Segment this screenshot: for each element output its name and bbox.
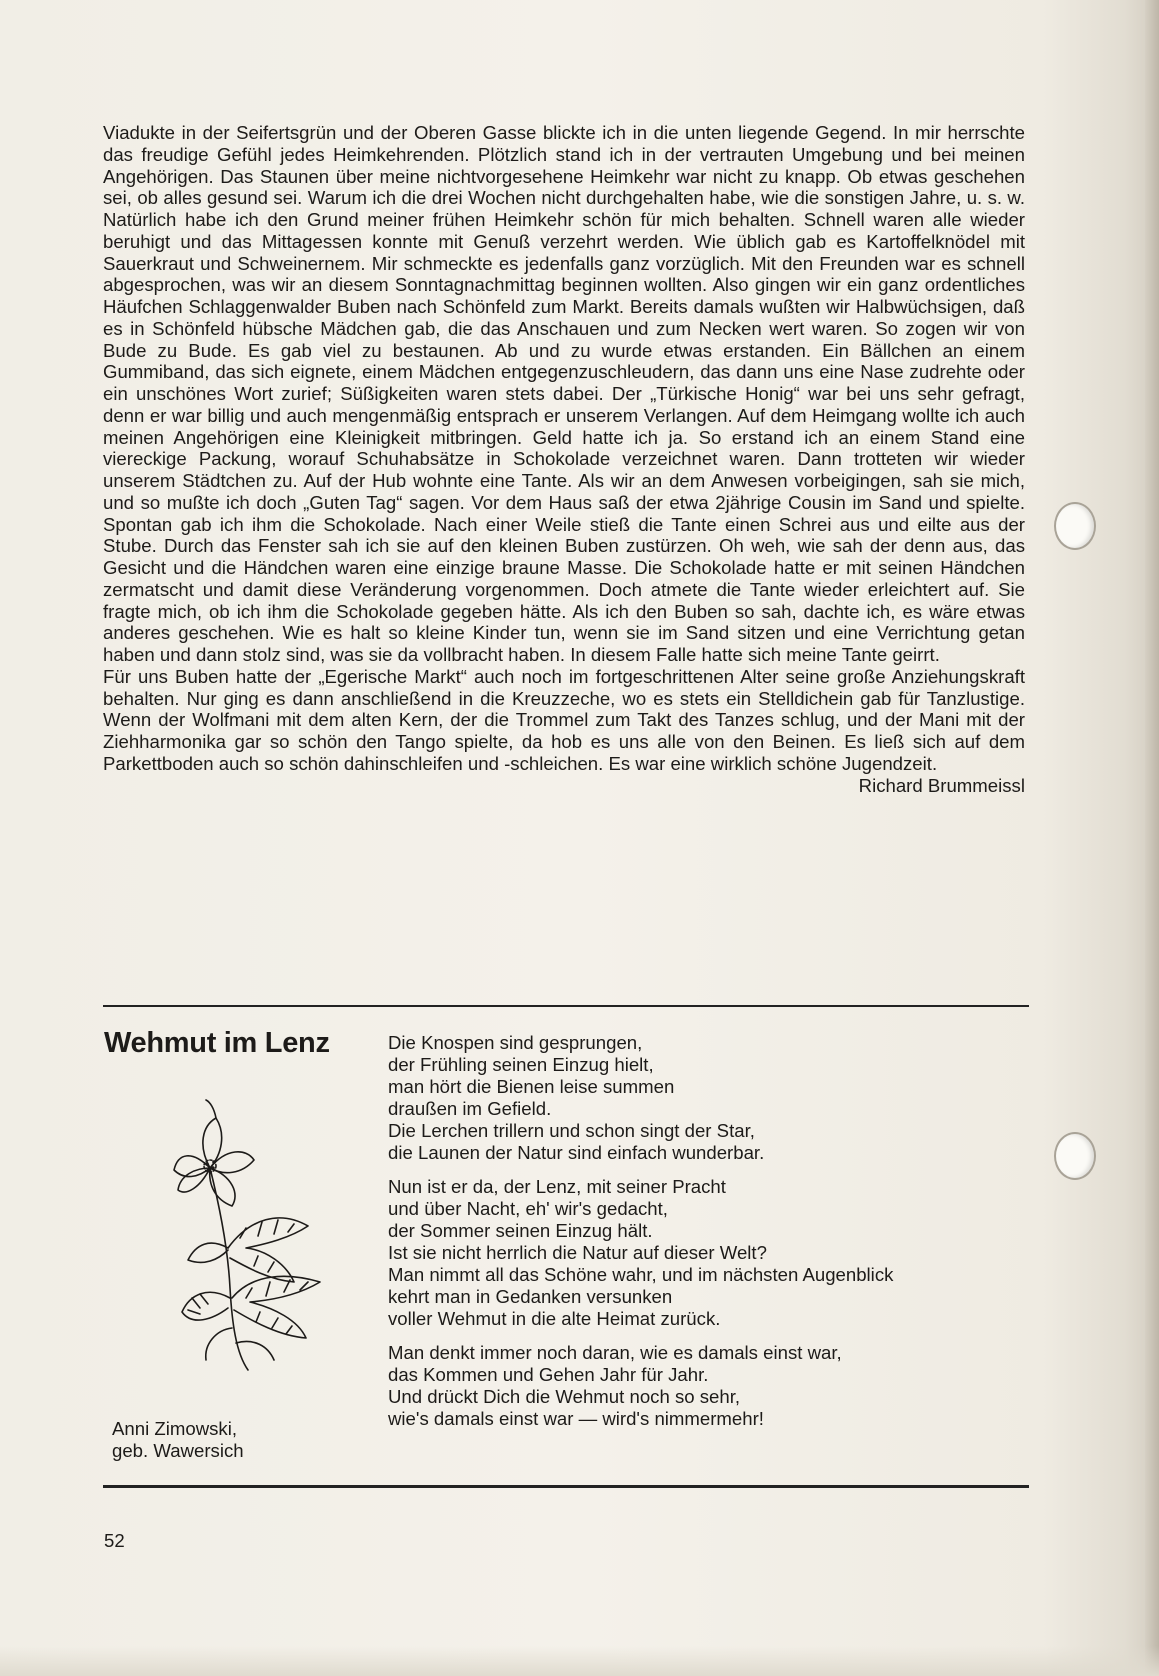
poem-line: wie's damals einst war — wird's nimmermehr!	[388, 1408, 764, 1429]
poem-line: Man denkt immer noch daran, wie es damals einst war,	[388, 1342, 842, 1363]
poem-line: Man nimmt all das Schöne wahr, und im nächsten Augenblick	[388, 1264, 894, 1285]
poem-line: kehrt man in Gedanken versunken	[388, 1286, 673, 1307]
poem-stanza	[388, 1342, 1048, 1430]
poem-line: das Kommen und Gehen Jahr für Jahr.	[388, 1364, 709, 1385]
author-maiden-name: geb. Wawersich	[112, 1440, 244, 1461]
poem-line: voller Wehmut in die alte Heimat zurück.	[388, 1308, 721, 1329]
poem-title: Wehmut im Lenz	[104, 1027, 330, 1059]
poem-line: die Launen der Natur sind einfach wunderbar.	[388, 1142, 765, 1163]
poem-line: Die Knospen sind gesprungen,	[388, 1032, 643, 1053]
section-divider	[103, 1005, 1029, 1007]
poem-stanza	[388, 1032, 1048, 1164]
poem-body	[388, 1032, 1048, 1430]
punch-hole	[1054, 1132, 1096, 1180]
section-divider	[103, 1485, 1029, 1488]
poem-line: Die Lerchen trillern und schon singt der Star,	[388, 1120, 755, 1141]
page-number: 52	[104, 1530, 125, 1551]
poem-line: der Frühling seinen Einzug hielt,	[388, 1054, 654, 1075]
poem-line: Ist sie nicht herrlich die Natur auf dieser Welt?	[388, 1242, 767, 1263]
poem-line: Nun ist er da, der Lenz, mit seiner Pracht	[388, 1176, 726, 1197]
flower-illustration	[170, 1098, 350, 1376]
author-name: Anni Zimowski,	[112, 1418, 238, 1439]
punch-hole	[1054, 502, 1096, 550]
poem-line: man hört die Bienen leise summen	[388, 1076, 675, 1097]
poem-line: und über Nacht, eh' wir's gedacht,	[388, 1198, 668, 1219]
article-signature: Richard Brummeissl	[858, 774, 1025, 796]
article-paragraph: Für uns Buben hatte der „Egerische Markt“ auch noch im fortgeschrittenen Alter seine große Anziehungskraft behalten. Nur ging es dann anschließend in die Kreuzzeche, wo es stets ein Stelldichein gab für Tanzlustige. Wenn der Wolfmani mit dem alten Kern, der die Trommel zum Takt des Tanzes schlug, und der Mani mit der Ziehharmonika gar so schön den Tango spielte, da hob es uns alle von den Beinen. Es ließ sich auf dem Parkettboden auch so schön dahinschleifen und -schleichen. Es war eine wirklich schöne Jugendzeit.	[103, 665, 1025, 774]
poem-line: Und drückt Dich die Wehmut noch so sehr,	[388, 1386, 741, 1407]
poem-author	[112, 1418, 244, 1462]
poem-line: der Sommer seinen Einzug hält.	[388, 1220, 653, 1241]
poem-line: draußen im Gefield.	[388, 1098, 552, 1119]
poem-stanza	[388, 1176, 1048, 1330]
article-paragraph: Viadukte in der Seifertsgrün und der Oberen Gasse blickte ich in die unten liegende Gegend. In mir herrschte das freudige Gefühl jedes Heimkehrenden. Plötzlich stand ich in der vertrauten Umgebung und bei meinen Angehörigen. Das Staunen über meine nichtvorgesehene Heimkehr war nicht zu knapp. Ob etwas geschehen sei, ob alles gesund sei. Warum ich die drei Wochen nicht durchgehalten habe, wie die sonstigen Jahre, u. s. w. Natürlich habe ich den Grund meiner frühen Heimkehr schön für mich behalten. Schnell waren alle wieder beruhigt und das Mittagessen konnte mit Genuß verzehrt werden. Wie üblich gab es Kartoffelknödel mit Sauerkraut und Schweinernem. Mir schmeckte es jedenfalls ganz vorzüglich. Mit den Freunden war es schnell abgesprochen, was wir an diesem Sonntagnachmittag beginnen wollten. Also gingen wir ein ganz ordentliches Häufchen Schlaggenwalder Buben nach Schönfeld zum Markt. Bereits damals wußten wir Halbwüchsigen, daß es in Schönfeld hübsche Mädchen gab, die das Anschauen und zum Necken wert waren. So zogen wir von Bude zu Bude. Es gab viel zu bestaunen. Ab und zu wurde etwas erstanden. Ein Bällchen an einem Gummiband, das sich eignete, einem Mädchen entgegenzuschleudern, das dann uns eine Nase zudrehte oder ein unschönes Wort zurief; Süßigkeiten waren stets dabei. Der „Türkische Honig“ war bei uns sehr gefragt, denn er war billig und auch mengenmäßig entsprach er unserem Verlangen. Auf dem Heimgang wollte ich auch meinen Angehörigen eine Kleinigkeit mitbringen. Geld hatte ich ja. So erstand ich an einem Stand eine viereckige Packung, worauf Schuhabsätze in Schokolade verzeichnet waren. Dann trotteten wir wieder unserem Städtchen zu. Auf der Hub wohnte eine Tante. Als wir an dem Anwesen vorbeigingen, sah sie mich, und so mußte ich doch „Guten Tag“ sagen. Vor dem Haus saß der etwa 2jährige Cousin im Sand und spielte. Spontan gab ich ihm die Schokolade. Nach einer Weile stieß die Tante einen Schrei aus und eilte aus der Stube. Durch das Fenster sah ich sie auf den kleinen Buben zustürzen. Oh weh, wie sah der denn aus, das Gesicht und die Händchen waren eine einzige braune Masse. Die Schokolade hatte er mit seinen Händchen zermatscht und damit diese Veränderung vorgenommen. Doch atmete die Tante wieder erleichtert auf. Sie fragte mich, ob ich ihm die Schokolade gegeben hätte. Als ich den Buben so sah, dachte ich, es wäre etwas anderes geschehen. Wie es halt so kleine Kinder tun, wenn sie im Sand sitzen und eine Verrichtung getan haben und dann stolz sind, was sie da vollbracht haben. In diesem Falle hatte sich meine Tante geirrt.	[103, 122, 1025, 665]
page-edge-shadow	[1145, 0, 1159, 1676]
article-body	[103, 122, 1025, 796]
